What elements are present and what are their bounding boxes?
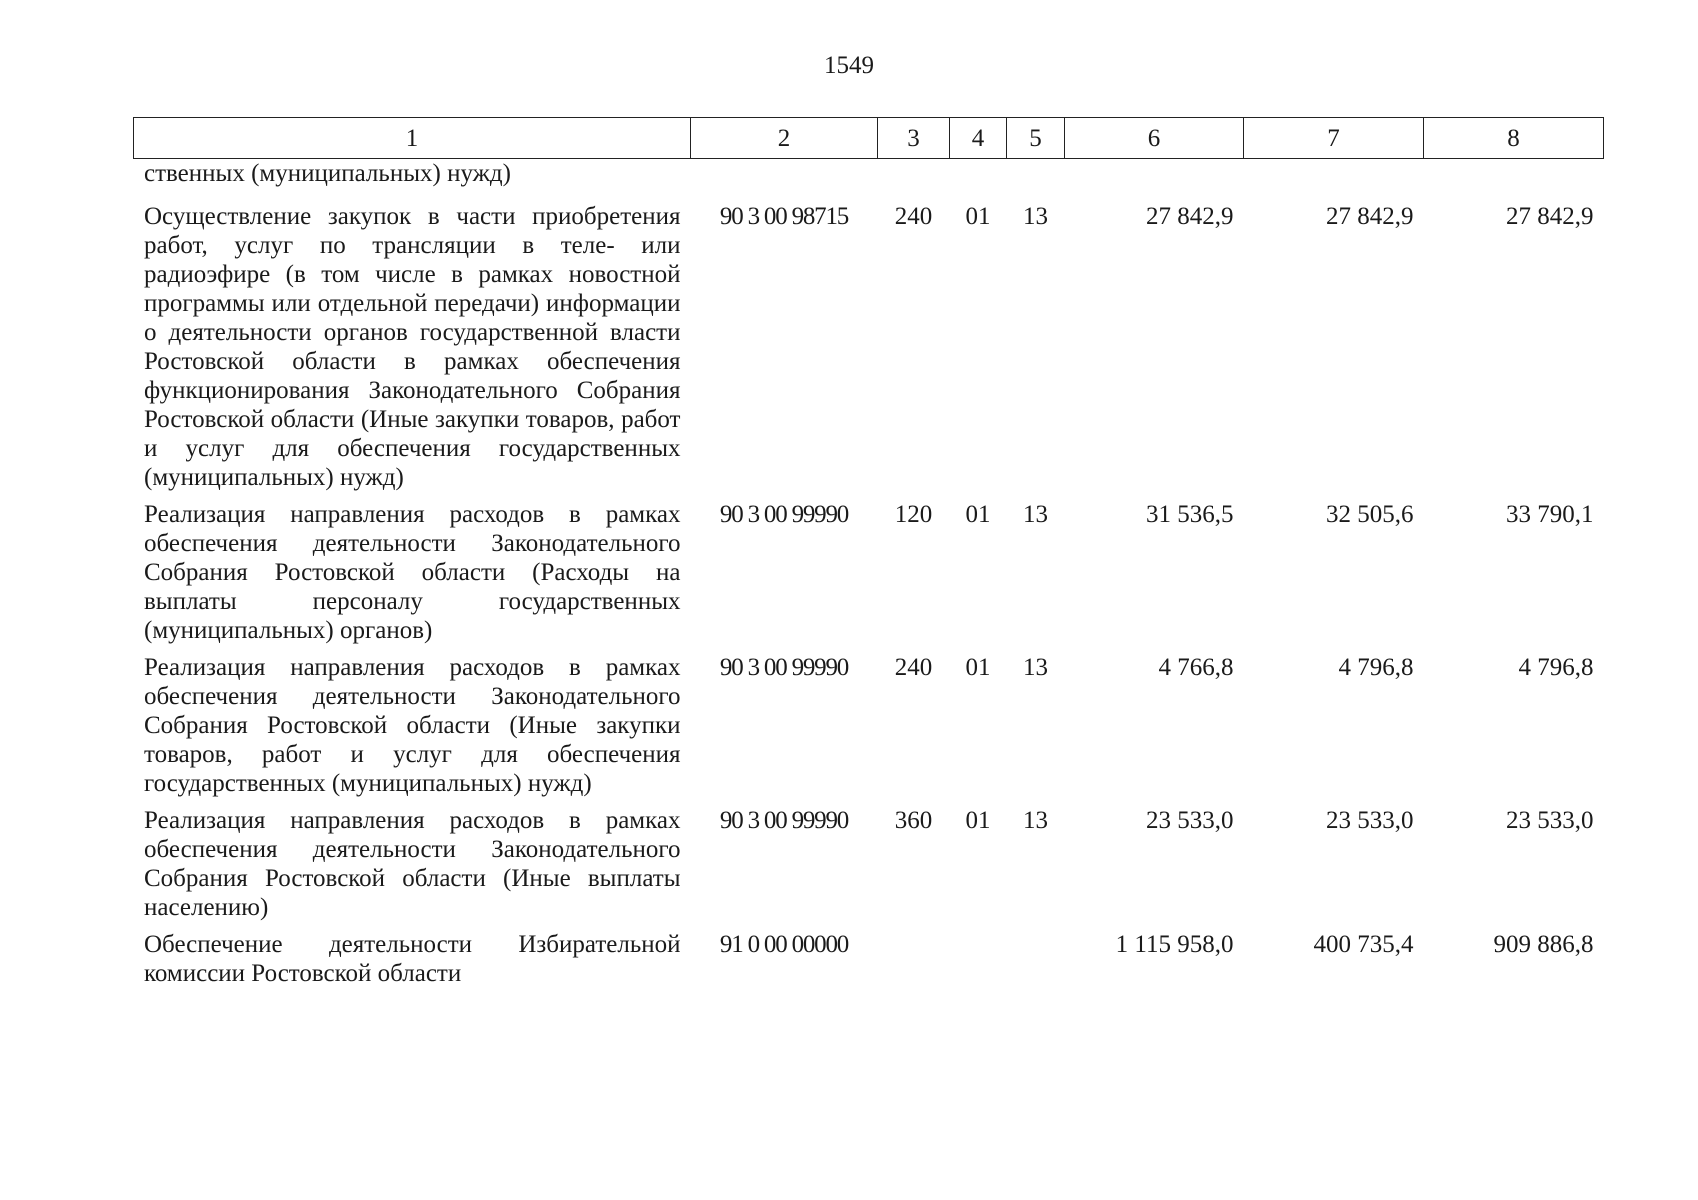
section: 01 (965, 807, 991, 834)
table-row (134, 653, 1604, 806)
amount-year-1: 23 533,0 (1146, 807, 1234, 834)
table-row (134, 930, 1604, 996)
budget-table (133, 117, 1604, 996)
subsection: 13 (1023, 807, 1048, 834)
table-row (134, 806, 1604, 930)
subsection: 13 (1023, 501, 1048, 528)
amount-year-3: 4 796,8 (1518, 654, 1594, 681)
target-code: 91 0 00 00000 (719, 931, 849, 958)
column-header: 1 (134, 118, 691, 159)
amount-year-3: 33 790,1 (1506, 501, 1594, 528)
expense-type (878, 930, 950, 996)
section: 01 (965, 203, 991, 230)
subsection (1007, 930, 1065, 996)
amount-year-1: 1 115 958,0 (1115, 931, 1234, 958)
column-header: 4 (950, 118, 1007, 159)
amount-year-2: 32 505,6 (1326, 501, 1414, 528)
subsection: 13 (1023, 654, 1048, 681)
amount-year-2: 23 533,0 (1326, 807, 1414, 834)
column-header: 2 (691, 118, 878, 159)
column-header: 6 (1065, 118, 1244, 159)
section: 01 (965, 654, 991, 681)
amount-year-1: 4 766,8 (1158, 654, 1234, 681)
expense-type: 120 (894, 501, 933, 528)
expense-type: 240 (894, 654, 933, 681)
target-code: 90 3 00 99990 (719, 654, 849, 681)
target-code: 90 3 00 99990 (719, 807, 849, 834)
section: 01 (965, 501, 991, 528)
continuation-row (134, 159, 1604, 203)
column-header: 3 (878, 118, 950, 159)
expense-type: 360 (894, 807, 933, 834)
row-description: Реализация направления расходов в рамках обеспечения деятельности Законодательного Собрания Ростовской области (Иные закупки товаров, работ и услуг для обеспечения государственных (муниципальных) нужд) (144, 654, 681, 797)
amount-year-3: 27 842,9 (1506, 203, 1594, 230)
table-row (134, 202, 1604, 500)
row-description: Реализация направления расходов в рамках обеспечения деятельности Законодательного Собрания Ростовской области (Иные выплаты населению) (144, 807, 681, 921)
amount-year-3: 23 533,0 (1506, 807, 1594, 834)
column-header: 8 (1424, 118, 1604, 159)
row-description: Реализация направления расходов в рамках обеспечения деятельности Законодательного Собрания Ростовской области (Расходы на выплаты персоналу государственных (муниципальных) органов) (144, 501, 681, 644)
amount-year-1: 27 842,9 (1146, 203, 1234, 230)
continuation-text: ственных (муниципальных) нужд) (144, 160, 511, 187)
amount-year-2: 27 842,9 (1326, 203, 1414, 230)
target-code: 90 3 00 98715 (719, 203, 849, 230)
column-header: 7 (1244, 118, 1424, 159)
target-code: 90 3 00 99990 (719, 501, 849, 528)
subsection: 13 (1023, 203, 1048, 230)
section (950, 930, 1007, 996)
row-description: Осуществление закупок в части приобретения работ, услуг по трансляции в теле- или радиоэфире (в том числе в рамках новостной программы или отдельной передачи) информации о деятельности органов государственной власти Ростовской области в рамках обеспечения функционирования Законодательного Собрания Ростовской области (Иные закупки товаров, работ и услуг для обеспечения государственных (муниципальных) нужд) (144, 203, 681, 491)
table-row (134, 500, 1604, 653)
amount-year-2: 400 735,4 (1313, 931, 1414, 958)
row-description: Обеспечение деятельности Избирательной комиссии Ростовской области (144, 931, 681, 987)
amount-year-2: 4 796,8 (1338, 654, 1414, 681)
amount-year-3: 909 886,8 (1493, 931, 1594, 958)
page-number: 1549 (824, 52, 874, 79)
column-header: 5 (1007, 118, 1065, 159)
amount-year-1: 31 536,5 (1146, 501, 1234, 528)
column-number-header (134, 118, 1604, 159)
expense-type: 240 (894, 203, 933, 230)
